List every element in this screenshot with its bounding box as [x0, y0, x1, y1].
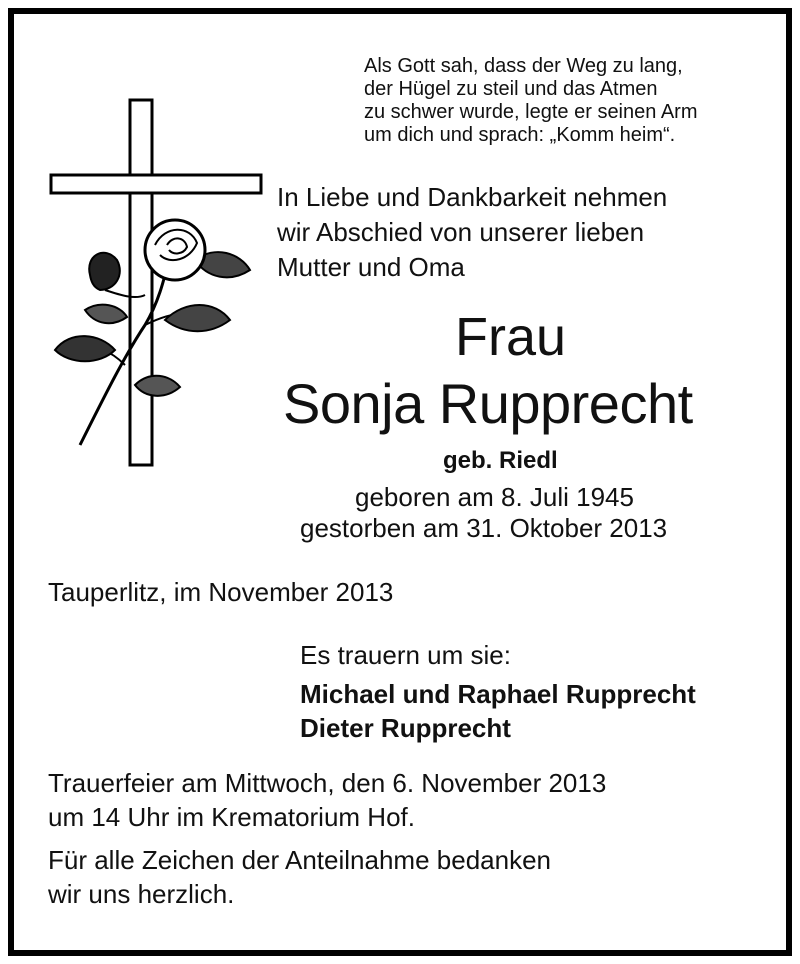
poem-line: der Hügel zu steil und das Atmen: [364, 78, 658, 100]
poem: [364, 55, 698, 147]
funeral-line: Trauerfeier am Mittwoch, den 6. November 2013: [48, 768, 607, 798]
place-date: Tauperlitz, im November 2013: [48, 577, 394, 607]
thanks-line: Für alle Zeichen der Anteilnahme bedanken: [48, 845, 551, 875]
mourner-name: Dieter Rupprecht: [300, 713, 511, 743]
deceased-name: Sonja Rupprecht: [283, 372, 693, 435]
poem-line: Als Gott sah, dass der Weg zu lang,: [364, 55, 683, 77]
intro-line: In Liebe und Dankbarkeit nehmen: [277, 182, 668, 212]
birth-name: geb. Riedl: [443, 447, 558, 474]
cross-with-rose-icon: [45, 95, 275, 475]
mourners-list: [300, 677, 696, 745]
death-date: gestorben am 31. Oktober 2013: [300, 513, 668, 543]
funeral-info: [48, 766, 606, 834]
poem-line: um dich und sprach: „Komm heim“.: [364, 124, 676, 146]
mourner-name: Michael und Raphael Rupprecht: [300, 679, 696, 709]
thanks-text: [48, 843, 551, 911]
deceased-title: Frau: [455, 307, 567, 367]
poem-line: zu schwer wurde, legte er seinen Arm: [364, 101, 698, 123]
birth-date: geboren am 8. Juli 1945: [355, 482, 634, 512]
intro-text: [277, 180, 667, 285]
mourners-heading: Es trauern um sie:: [300, 640, 511, 670]
intro-line: wir Abschied von unserer lieben: [277, 217, 645, 247]
funeral-line: um 14 Uhr im Krematorium Hof.: [48, 802, 415, 832]
thanks-line: wir uns herzlich.: [48, 879, 235, 909]
intro-line: Mutter und Oma: [277, 252, 465, 282]
